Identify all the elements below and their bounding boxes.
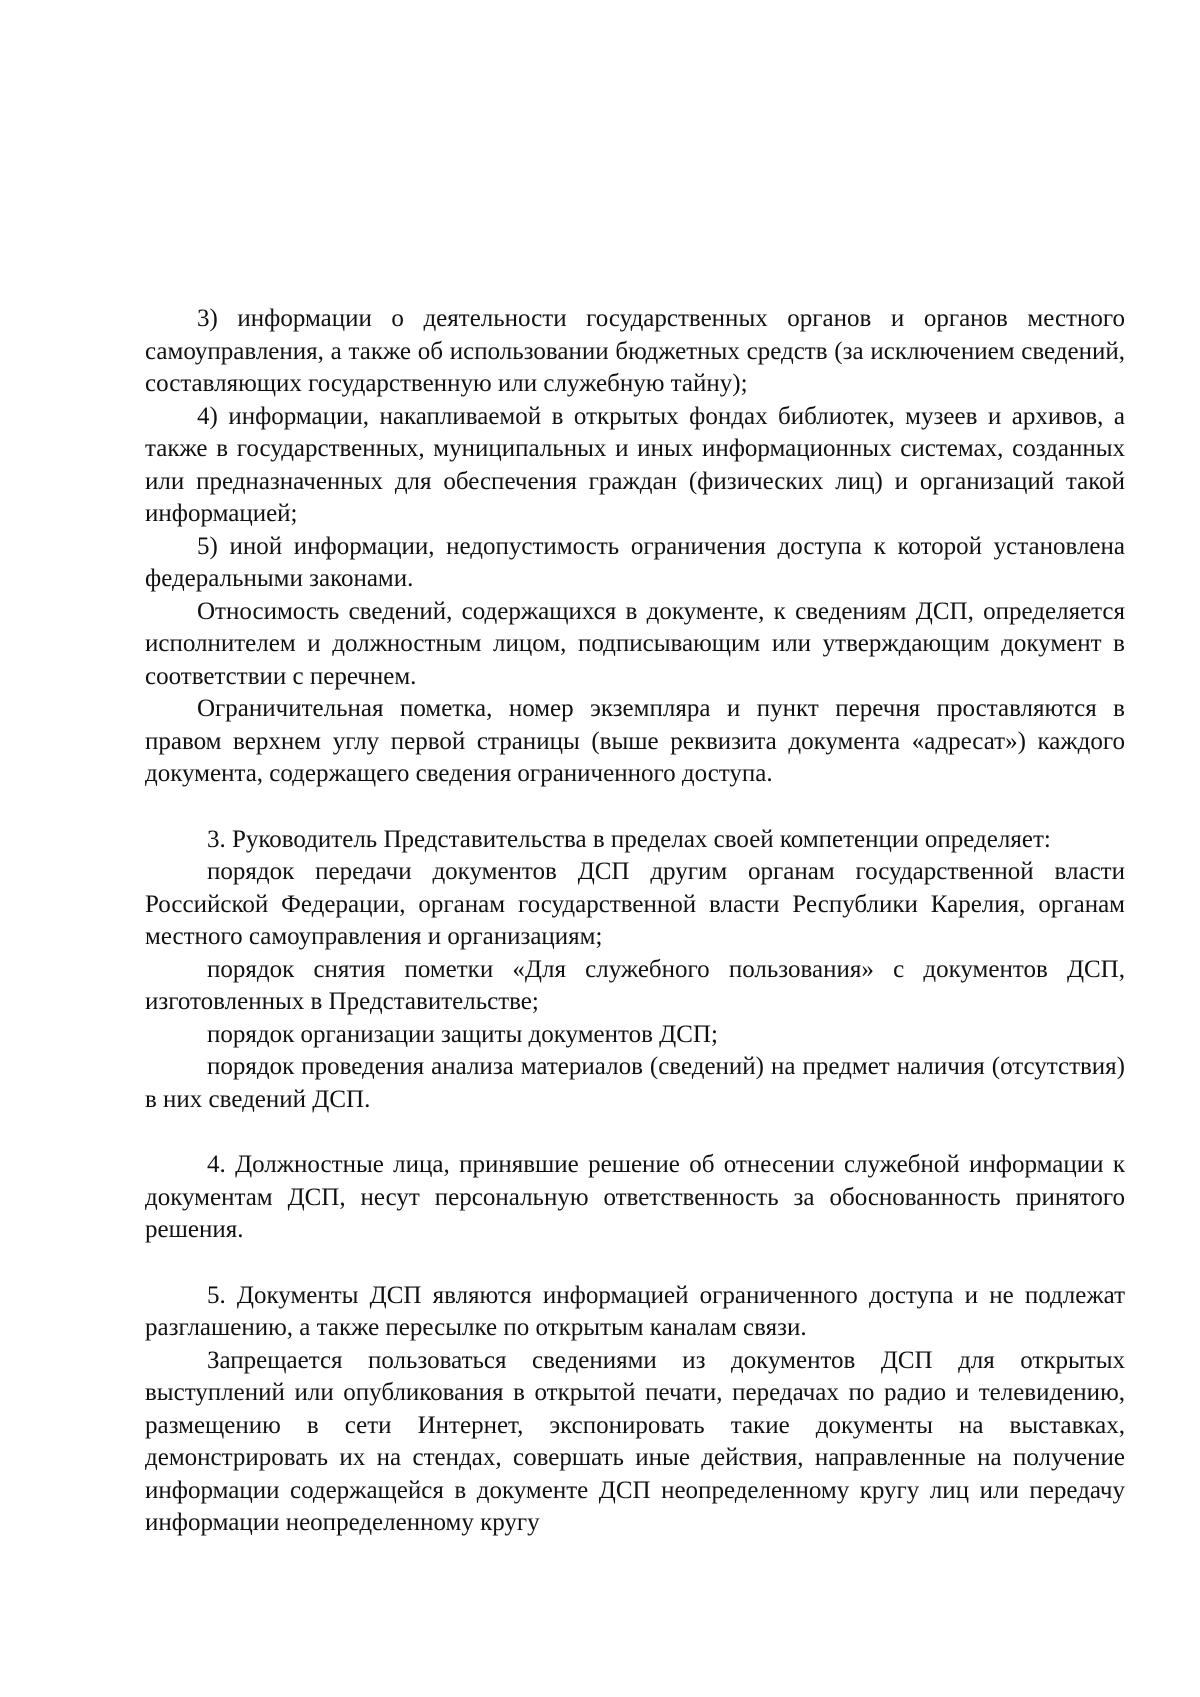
paragraph-item-4: 4) информации, накапливаемой в открытых фондах библиотек, музеев и архивов, а также в государственных, муниципальных и иных информационных системах, созданных или предназначенных для обеспечения граждан (физических лиц) и организаций такой информацией; <box>145 402 1125 527</box>
paragraph-item-5: 5) иной информации, недопустимость ограничения доступа к которой установлена федеральными законами. <box>145 532 1125 592</box>
paragraph-mark-removal: порядок снятия пометки «Для служебного пользования» с документов ДСП, изготовленных в Представительстве; <box>145 955 1125 1015</box>
paragraph-protection: порядок организации защиты документов ДСП; <box>207 1020 718 1048</box>
paragraph-item-3: 3) информации о деятельности государственных органов и органов местного самоуправления, а также об использовании бюджетных средств (за исключением сведений, составляющих государственную или служебную тайну); <box>145 305 1125 397</box>
paragraph-prohibition: Запрещается пользоваться сведениями из документов ДСП для открытых выступлений или опубликования в открытой печати, передачах по радио и телевидению, размещению в сети Интернет, экспонировать такие документы на выставках, демонстрировать их на стендах, совершать иные действия, направленные на получение информации содержащейся в документе ДСП неопределенному кругу лиц или передачу информации неопределенному кругу <box>145 1346 1125 1536</box>
paragraph-section-5: 5. Документы ДСП являются информацией ограниченного доступа и не подлежат разглашению, а также пересылке по открытым каналам связи. <box>145 1281 1125 1341</box>
paragraph-restrictive-mark: Ограничительная пометка, номер экземпляра и пункт перечня проставляются в правом верхнем углу первой страницы (выше реквизита документа «адресат») каждого документа, содержащего сведения ограниченного доступа. <box>145 695 1125 787</box>
document-body <box>145 303 1125 1540</box>
paragraph-section-3: 3. Руководитель Представительства в пределах своей компетенции определяет: <box>207 825 1051 853</box>
paragraph-transfer-order: порядок передачи документов ДСП другим органам государственной власти Российской Федерации, органам государственной власти Республики Карелия, органам местного самоуправления и организациям; <box>145 858 1125 950</box>
paragraph-relevance: Относимость сведений, содержащихся в документе, к сведениям ДСП, определяется исполнителем и должностным лицом, подписывающим или утверждающим документ в соответствии с перечнем. <box>145 597 1125 690</box>
paragraph-section-4: 4. Должностные лица, принявшие решение об отнесении служебной информации к документам ДСП, несут персональную ответственность за обоснованность принятого решения. <box>145 1151 1125 1243</box>
paragraph-analysis: порядок проведения анализа материалов (сведений) на предмет наличия (отсутствия) в них сведений ДСП. <box>145 1053 1125 1113</box>
